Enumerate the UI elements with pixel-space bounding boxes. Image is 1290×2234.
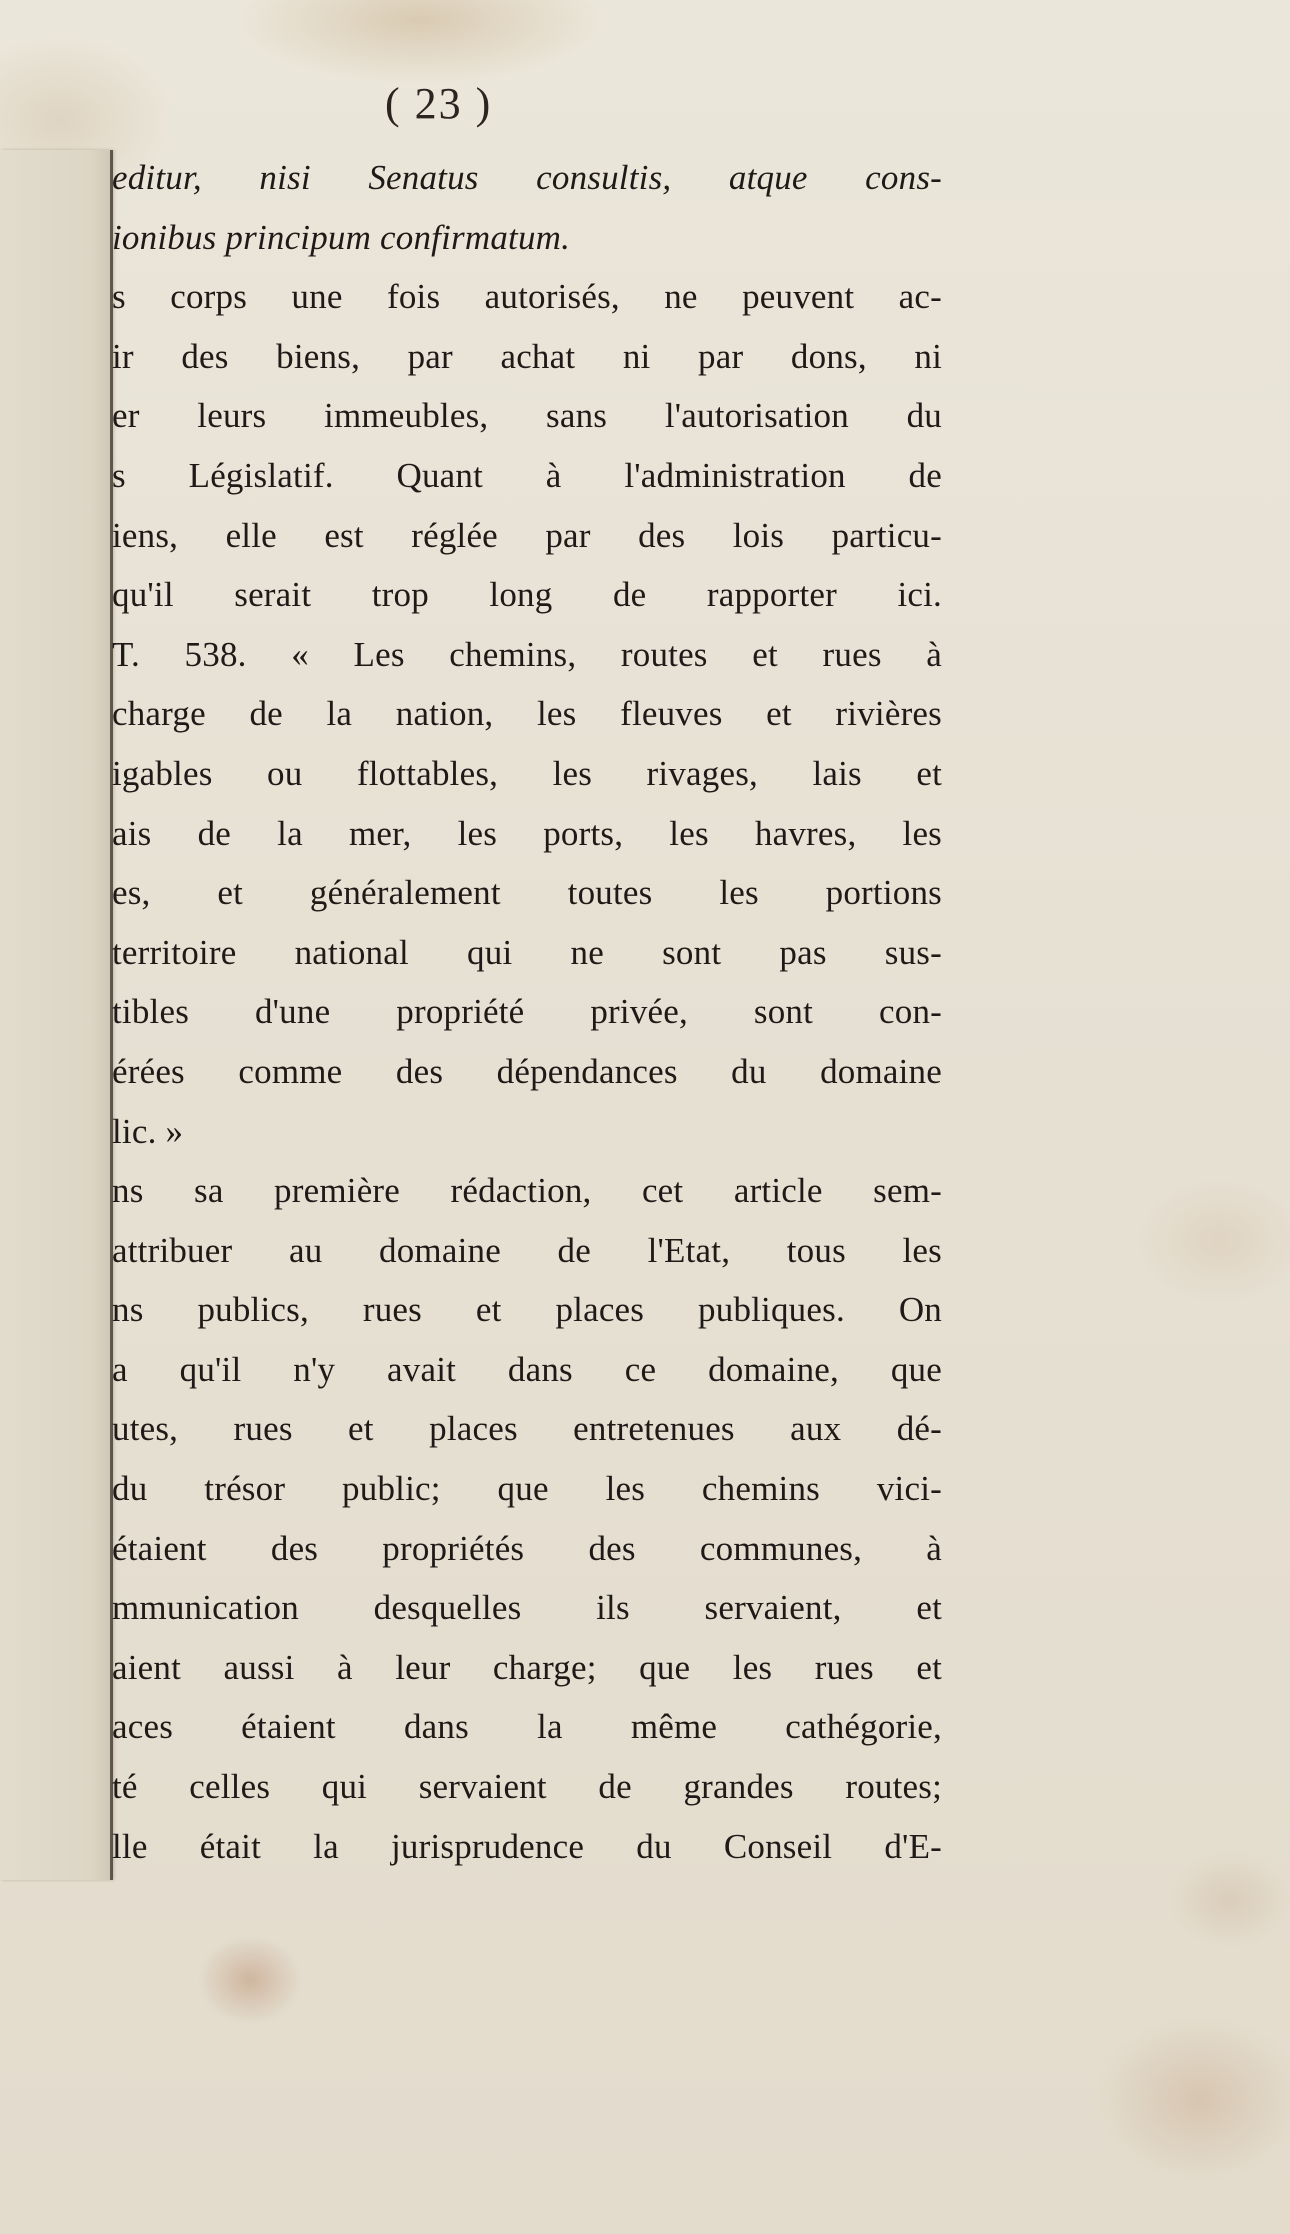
text-line: es, et généralement toutes les portions [112, 873, 942, 913]
text-line: iens, elle est réglée par des lois particu- [112, 515, 942, 555]
text-line: s Législatif. Quant à l'administration de [112, 455, 942, 495]
text-line: tibles d'une propriété privée, sont con- [112, 992, 942, 1032]
text-line: igables ou flottables, les rivages, lais et [112, 753, 942, 793]
text-line: charge de la nation, les fleuves et rivières [112, 694, 942, 734]
text-line: ns publics, rues et places publiques. On [112, 1290, 942, 1330]
text-line: aces étaient dans la même cathégorie, [112, 1707, 942, 1747]
text-line: qu'il serait trop long de rapporter ici. [112, 575, 942, 615]
text-line: ir des biens, par achat ni par dons, ni [112, 336, 942, 376]
text-line: s corps une fois autorisés, ne peuvent ac- [112, 277, 942, 317]
text-line: editur, nisi Senatus consultis, atque cons- [112, 158, 942, 197]
text-line: utes, rues et places entretenues aux dé- [112, 1409, 942, 1449]
text-line: érées comme des dépendances du domaine [112, 1051, 942, 1091]
text-line: er leurs immeubles, sans l'autorisation du [112, 396, 942, 436]
underlying-sheet [0, 150, 112, 1880]
text-line: ionibus principum confirmatum. [112, 217, 571, 257]
text-line: attribuer au domaine de l'Etat, tous les [112, 1230, 942, 1270]
text-line: étaient des propriétés des communes, à [112, 1528, 942, 1568]
body-text [112, 148, 942, 1876]
text-line: aient aussi à leur charge; que les rues et [112, 1647, 942, 1687]
text-line: mmunication desquelles ils servaient, et [112, 1588, 942, 1628]
text-line: a qu'il n'y avait dans ce domaine, que [112, 1349, 942, 1389]
text-line: du trésor public; que les chemins vici- [112, 1469, 942, 1509]
page-number: ( 23 ) [385, 79, 493, 128]
text-line: lic. » [112, 1111, 184, 1151]
text-line: T. 538. « Les chemins, routes et rues à [112, 634, 942, 674]
text-line: ais de la mer, les ports, les havres, les [112, 813, 942, 853]
text-line: té celles qui servaient de grandes routes; [112, 1767, 942, 1807]
text-line: lle était la jurisprudence du Conseil d'E- [112, 1826, 942, 1866]
text-line: ns sa première rédaction, cet article sem- [112, 1171, 942, 1211]
text-line: territoire national qui ne sont pas sus- [112, 932, 942, 972]
